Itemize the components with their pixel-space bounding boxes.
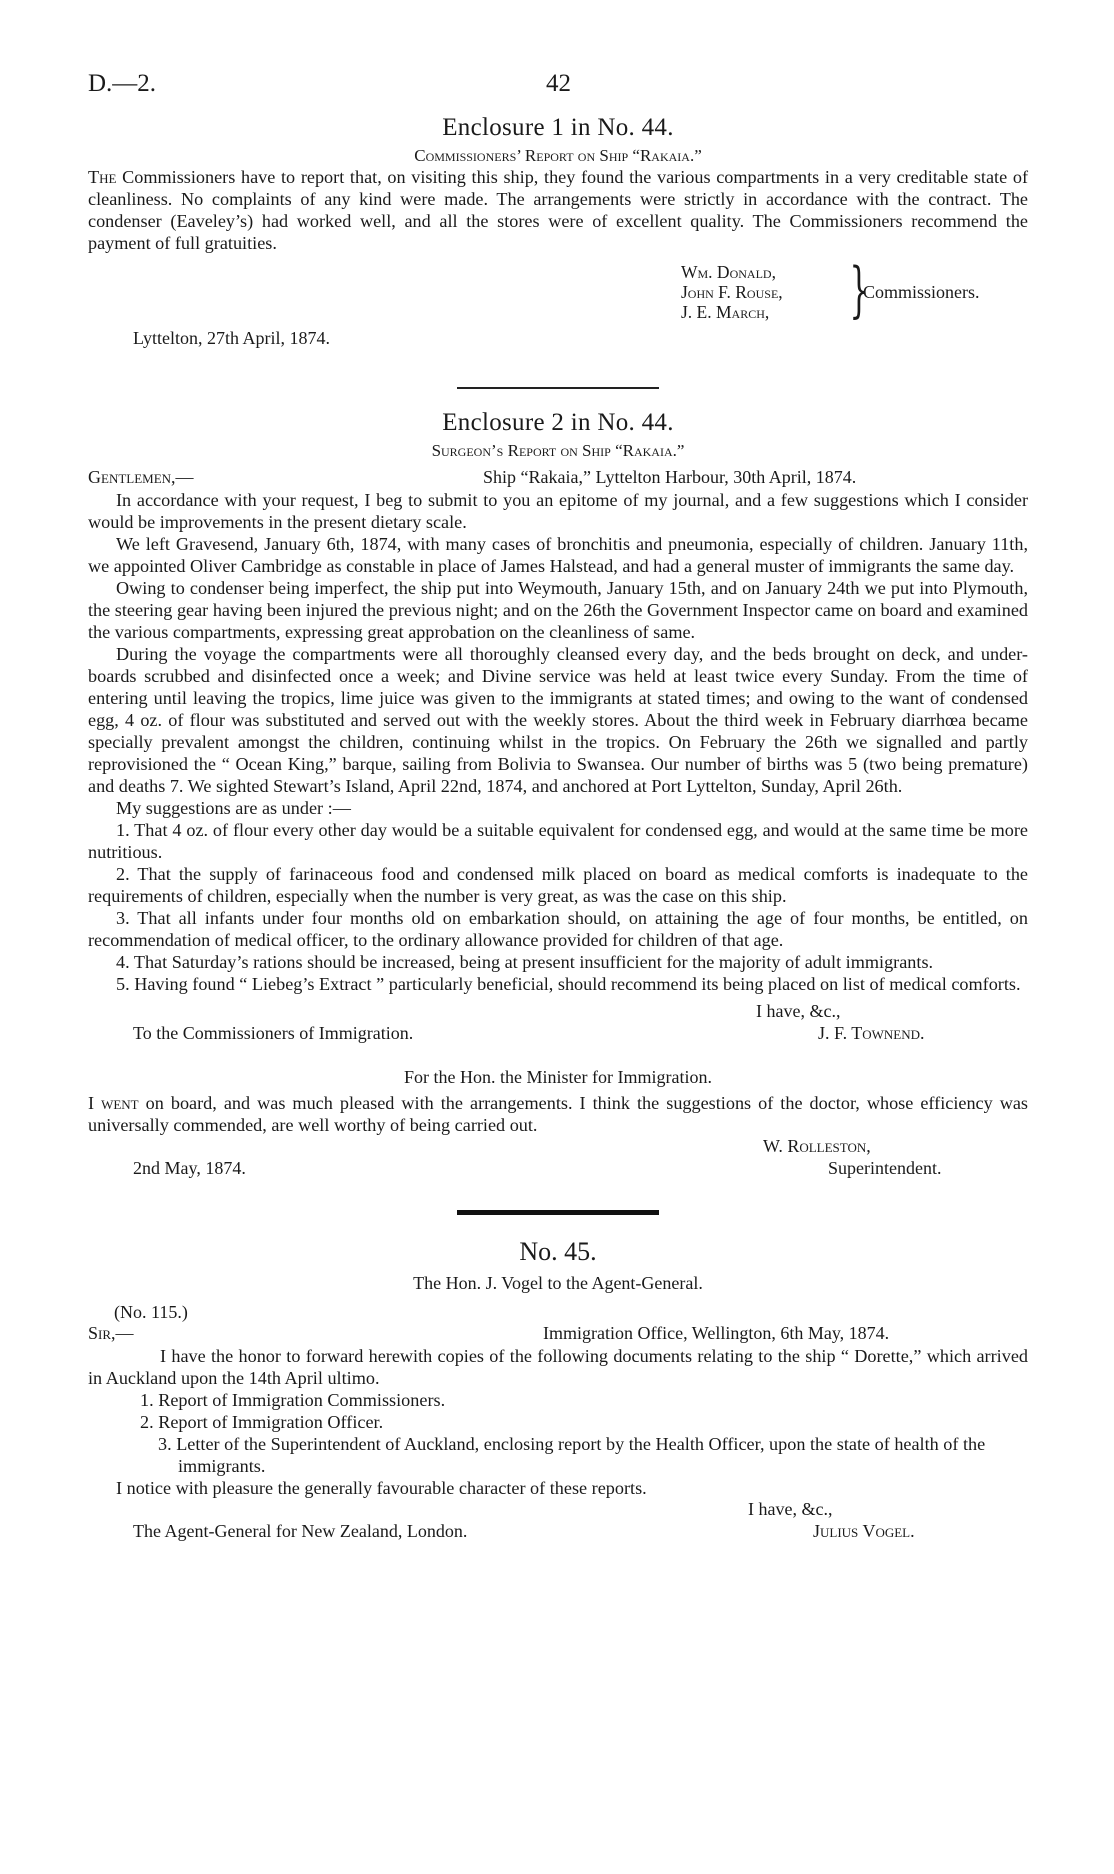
document-list-item: 1. Report of Immigration Commissioners. xyxy=(140,1390,446,1410)
minute-body xyxy=(88,1092,1028,1136)
commissioner-name: J. E. March, xyxy=(681,302,770,322)
addressee: To the Commissioners of Immigration. xyxy=(133,1023,414,1043)
addressee: The Agent-General for New Zealand, London. xyxy=(133,1521,468,1541)
letter-address: Immigration Office, Wellington, 6th May, 1874. xyxy=(543,1323,890,1343)
document-list-item: 3. Letter of the Superintendent of Auckland, enclosing report by the Health Officer, upon the state of health of the immigrants. xyxy=(158,1434,986,1476)
salutation: Sir,— xyxy=(88,1323,134,1343)
page-number: 42 xyxy=(546,70,571,97)
no45-closing xyxy=(88,1499,1028,1543)
enclosure-1-body-text: Commissioners have to report that, on visiting this ship, they found the various compartments in a very creditable state of cleanliness. No complaints of any kind were made. The arrangements were strictly in accordance with the contract. The condenser (Eaveley’s) had worked well, and all the stores were of excellent quality. The Commissioners recommend the payment of full gratuities. xyxy=(88,167,1028,253)
document-list-item: 2. Report of Immigration Officer. xyxy=(140,1412,384,1432)
section-divider xyxy=(457,387,659,389)
minute-heading xyxy=(88,1067,1028,1088)
no45-title: No. 45. xyxy=(519,1237,597,1266)
paragraph: In accordance with your request, I beg to submit to you an epitome of my journal, and a few suggestions which I consider would be improvements in the present dietary scale. xyxy=(88,490,1028,532)
closing-phrase: I have, &c., xyxy=(748,1499,833,1519)
no45-salutation-row xyxy=(88,1323,1028,1345)
enclosure-1-date: Lyttelton, 27th April, 1874. xyxy=(133,328,330,348)
commissioner-name: Wm. Donald, xyxy=(681,262,776,282)
minute-heading-text: For the Hon. the Minister for Immigration. xyxy=(404,1067,712,1087)
suggestion-item: 3. That all infants under four months old on embarkation should, on attaining the age of four months, be entitled, on recommendation of medical officer, to the ordinary allowance provided for children of that age. xyxy=(88,908,1028,950)
signature: Julius Vogel. xyxy=(813,1521,915,1541)
minute-date: 2nd May, 1874. xyxy=(133,1158,246,1178)
paragraph: I have the honor to forward herewith copies of the following documents relating to the ship “ Dorette,” which arrived in Auckland upon the 14th April ultimo. xyxy=(88,1346,1028,1388)
paragraph: Owing to condenser being imperfect, the ship put into Weymouth, January 15th, and on January 24th we put into Plymouth, the steering gear having been injured the previous night; and on the 26th the Government Inspector came on board and examined the various compartments, expressing great approbation on the cleanliness of same. xyxy=(88,578,1028,642)
commissioners-label: Commissioners. xyxy=(863,282,980,302)
right-brace-icon: } xyxy=(849,255,869,325)
document-page xyxy=(88,60,1028,1543)
signatory-title: Superintendent. xyxy=(828,1158,942,1178)
commissioner-names xyxy=(681,262,783,322)
no45-reference: (No. 115.) xyxy=(114,1302,188,1322)
enclosure-1-title: Enclosure 1 in No. 44. xyxy=(442,114,674,141)
enclosure-2-subtitle: Surgeon’s Report on Ship “Rakaia.” xyxy=(431,441,685,460)
letter-address: Ship “Rakaia,” Lyttelton Harbour, 30th April, 1874. xyxy=(483,467,857,487)
enclosure-1-body-lead: The xyxy=(88,167,117,187)
section-divider-thick xyxy=(457,1210,659,1215)
suggestion-item: 5. Having found “ Liebeg’s Extract ” particularly beneficial, should recommend its being placed on list of medical comforts. xyxy=(116,974,1021,994)
paragraph: We left Gravesend, January 6th, 1874, with many cases of bronchitis and pneumonia, especially of children. January 11th, we appointed Oliver Cambridge as constable in place of James Halstead, and had a general muster of immigrants the same day. xyxy=(88,534,1028,576)
minute-signature-block xyxy=(88,1136,1028,1180)
document-reference: D.—2. xyxy=(88,70,157,97)
paragraph: During the voyage the compartments were all thoroughly cleansed every day, and the beds brought on deck, and under-boards scrubbed and disinfected once a week; and Divine service was held at least twice every Sunday. From the time of entering until leaving the tropics, lime juice was given to the immigrants at stated times; and owing to the want of condensed egg, 4 oz. of flour was substituted and served out with the weekly stores. About the third week in February diarrhœa became specially prevalent amongst the children, continuing whilst in the tropics. On February the 26th we signalled and partly reprovisioned the “ Ocean King,” barque, sailing from Bolivia to Swansea. Our number of births was 5 (two being premature) and deaths 7. We sighted Stewart’s Island, April 22nd, 1874, and anchored at Port Lyttelton, Sunday, April 26th. xyxy=(88,644,1028,796)
signature: W. Rolleston, xyxy=(763,1136,871,1156)
enclosure-1-subtitle: Commissioners’ Report on Ship “Rakaia.” xyxy=(414,146,702,165)
minute-body-lead: I went xyxy=(88,1093,139,1113)
commissioner-name: John F. Rouse, xyxy=(681,282,783,302)
signature: J. F. Townend. xyxy=(818,1023,925,1043)
paragraph: My suggestions are as under :— xyxy=(116,798,351,818)
closing-phrase: I have, &c., xyxy=(756,1001,841,1021)
suggestion-item: 1. That 4 oz. of flour every other day would be a suitable equivalent for condensed egg, and would at the same time be more nutritious. xyxy=(88,820,1028,862)
enclosure-1-body xyxy=(88,166,1028,254)
page-header xyxy=(88,60,1028,100)
salutation: Gentlemen,— xyxy=(88,467,194,487)
minute-body-text: on board, and was much pleased with the arrangements. I think the suggestions of the doctor, whose efficiency was universally commended, are well worthy of being carried out. xyxy=(88,1093,1029,1135)
suggestion-item: 4. That Saturday’s rations should be increased, being at present insufficient for the majority of adult immigrants. xyxy=(116,952,934,972)
paragraph: I notice with pleasure the generally favourable character of these reports. xyxy=(116,1478,647,1498)
enclosure-2-salutation-row xyxy=(88,467,1028,489)
enclosure-2-closing xyxy=(88,1001,1028,1045)
suggestion-item: 2. That the supply of farinaceous food and condensed milk placed on board as medical comforts is inadequate to the requirements of children, especially when the number is very great, as was the case on this ship. xyxy=(88,864,1028,906)
enclosure-1-signature-block xyxy=(88,255,1028,325)
no45-subtitle: The Hon. J. Vogel to the Agent-General. xyxy=(413,1273,703,1293)
enclosure-2-title: Enclosure 2 in No. 44. xyxy=(442,409,674,436)
